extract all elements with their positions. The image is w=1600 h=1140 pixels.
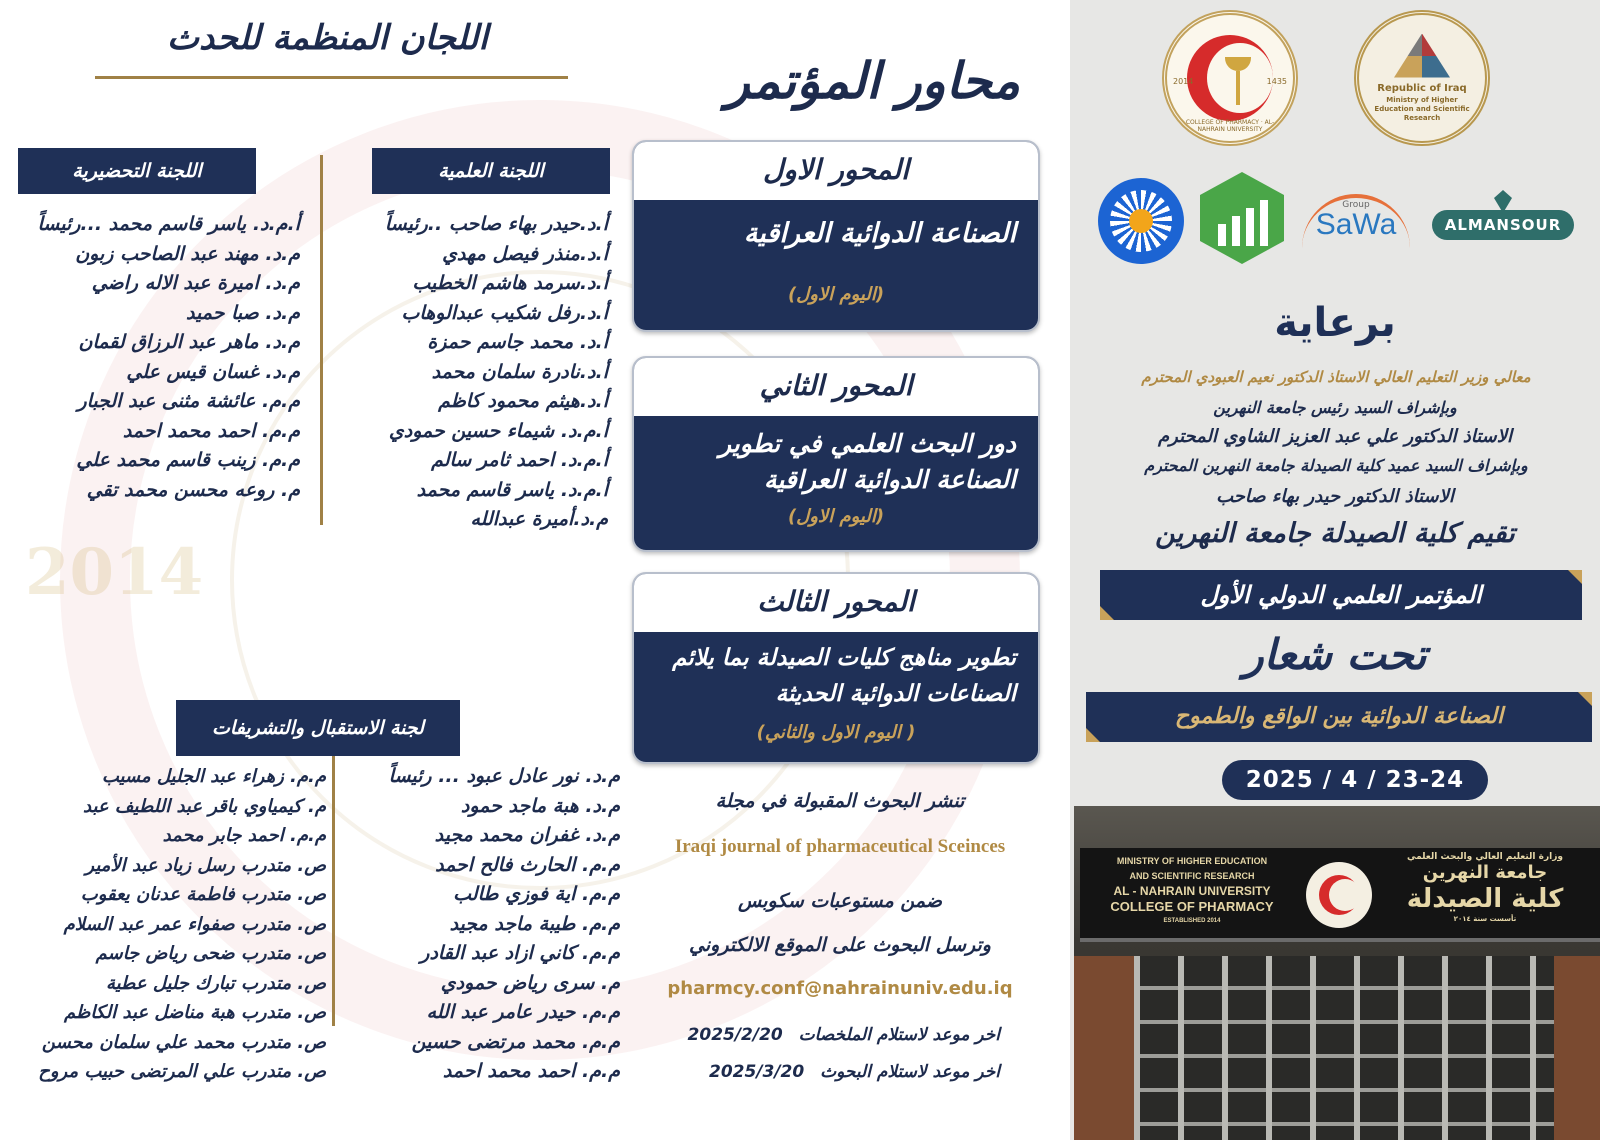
submission-email[interactable]: pharmcy.conf@nahrainuniv.edu.iq	[667, 978, 1013, 999]
axis-heading: المحور الثاني	[634, 358, 1038, 416]
organizing-title: اللجان المنظمة للحدث	[167, 18, 488, 58]
deadline-date: 2025/2/20	[687, 1025, 783, 1045]
axis-topic: الصناعة الدوائية العراقية	[743, 218, 1016, 249]
college-seal-icon	[1162, 10, 1298, 146]
conference-date: 2025 / 4 / 23-24	[1222, 760, 1488, 800]
college-year-left: 2014	[1173, 77, 1194, 86]
list-item: أ.د.حيدر بهاء صاحب ..رئيساً	[384, 213, 608, 235]
sign-ar-line: كلية الصيدلة	[1406, 884, 1564, 914]
list-item: أ.م.د. ياسر قاسم محمد ...رئيساً	[37, 213, 300, 235]
list-item: ص. متدرب فاطمة عدنان يعقوب	[80, 884, 326, 905]
list-item: أ.د. محمد جاسم حمزة	[427, 331, 608, 353]
list-item: أ.م.د. شيماء حسين حمودي	[388, 419, 608, 442]
list-item: ص. متدرب تبارك جليل عطية	[105, 972, 326, 994]
slogan-label: تحت شعار	[1243, 630, 1427, 679]
scientific-committee-list	[330, 210, 608, 535]
sign-en-line: AL - NAHRAIN UNIVERSITY	[1113, 884, 1271, 898]
deadline-label: اخر موعد لاستلام الملخصات	[798, 1025, 1000, 1045]
tab-scientific-committee: اللجنة العلمية	[372, 148, 610, 194]
list-item: أ.د.رفل شكيب عبدالوهاب	[401, 301, 608, 324]
sawa-wordmark: SaWa	[1315, 208, 1397, 241]
list-item: م.م. طيبة ماجد مجيد	[449, 912, 620, 935]
almansour-logo	[1432, 190, 1574, 250]
list-item: م.د.أميرة عبدالله	[470, 508, 608, 530]
deadline-abstracts	[660, 1025, 1000, 1045]
list-item: م.د. غسان قيس علي	[126, 360, 300, 383]
publication-line2: ضمن مستوعبات سكوبس	[738, 890, 942, 912]
list-item: أ.د.نادرة سلمان محمد	[431, 360, 608, 383]
sign-en-line: COLLEGE OF PHARMACY	[1110, 899, 1274, 914]
axis-card-3	[632, 572, 1040, 764]
list-item: م. سرى رياض حمودي	[440, 971, 620, 994]
college-sign	[1080, 848, 1600, 942]
tab-reception-committee: لجنة الاستقبال والتشريفات	[176, 700, 460, 756]
sawa-group: Group	[1342, 200, 1370, 210]
list-item: م.م. احمد محمد احمد	[442, 1060, 620, 1082]
supervision-2: وبإشراف السيد عميد كلية الصيدلة جامعة النهرين المحترم	[1144, 456, 1528, 475]
axis-day: (اليوم الاول)	[787, 284, 885, 305]
sign-ar-line: وزارة التعليم العالي والبحث العلمي	[1406, 852, 1564, 862]
publication-line1: تنشر البحوث المقبولة في مجلة	[715, 790, 965, 812]
watermark-year: 2014	[25, 535, 204, 610]
sign-en-line: MINISTRY OF HIGHER EDUCATION	[1116, 856, 1268, 866]
list-item: م.م. محمد مرتضى حسين	[411, 1030, 620, 1053]
tab-preparatory-committee: اللجنة التحضيرية	[18, 148, 256, 194]
reception-list-left	[6, 762, 326, 1087]
axis-topic: تطوير مناهج كليات الصيدلة بما يلائم الصناعات الدوائية الحديثة	[672, 645, 1016, 707]
list-item: م.د. ماهر عبد الرزاق لقمان	[78, 331, 300, 353]
list-item: م.م. الحارث فالح احمد	[435, 853, 620, 876]
list-item: م.م. زهراء عبد الجليل مسيب	[101, 766, 326, 787]
list-item: م.د. غفران محمد مجيد	[434, 824, 620, 846]
sign-en-line: AND SCIENTIFIC RESEARCH	[1129, 871, 1255, 881]
axis-day: (اليوم الاول)	[787, 506, 885, 527]
ministry-sub: Ministry of Higher Education and Scientific Research	[1374, 95, 1470, 122]
list-item: م.د. نور عادل عبود ... رئيساً	[388, 765, 620, 787]
list-item: م.م. حيدر عامر عبد الله	[426, 1001, 620, 1023]
list-item: م.د. صبا حميد	[186, 301, 300, 324]
college-year-right: 1435	[1266, 77, 1287, 86]
axis-heading: المحور الاول	[634, 142, 1038, 200]
supervision-1: وبإشراف السيد رئيس جامعة النهرين	[1213, 398, 1457, 417]
list-item: م.م. كاني ازاد عبد القادر	[420, 942, 620, 964]
conference-name-banner: المؤتمر العلمي الدولي الأول	[1100, 570, 1582, 620]
list-item: ص. متدرب علي المرتضى حبيب مروح	[38, 1061, 326, 1082]
list-item: م.م. احمد محمد احمد	[122, 419, 300, 442]
list-item: م.م. اية فوزي طالب	[453, 883, 620, 905]
deadline-label: اخر موعد لاستلام البحوث	[820, 1062, 1000, 1082]
preparatory-committee-list	[8, 210, 300, 505]
publication-line3: وترسل البحوث على الموقع الالكتروني	[689, 934, 991, 956]
list-item: م.د. اميرة عبد الاله راضي	[91, 272, 300, 294]
axis-day: ( اليوم الاول والثاني)	[756, 722, 916, 743]
deadline-papers	[660, 1062, 1000, 1082]
sunflower-icon	[1098, 178, 1184, 264]
title-divider	[95, 76, 568, 79]
supervision-2-name: الاستاذ الدكتور حيدر بهاء صاحب	[1216, 486, 1454, 507]
list-item: م. روعه محسن محمد تقي	[86, 478, 300, 501]
sawa-logo	[1302, 194, 1410, 250]
reception-list-right	[340, 762, 620, 1087]
deadline-date: 2025/3/20	[709, 1062, 805, 1082]
ministry-seal-icon	[1354, 10, 1490, 146]
list-item: م.د. هبة ماجد حمود	[460, 794, 620, 817]
patron-line: معالي وزير التعليم العالي الاستاذ الدكتور نعيم العبودي المحترم	[1141, 368, 1531, 386]
list-item: أ.م.د. ياسر قاسم محمد	[416, 478, 608, 501]
list-item: م.م. احمد جابر محمد	[162, 825, 326, 846]
almansour-wordmark: ALMANSOUR	[1432, 210, 1574, 240]
list-item: أ.م.د. احمد ثامر سالم	[431, 449, 608, 471]
sign-ar-line: جامعة النهرين	[1422, 862, 1548, 883]
list-item: م.م. عائشة مثنى عبد الجبار	[77, 390, 300, 412]
axis-heading: المحور الثالث	[634, 574, 1038, 632]
axis-card-2	[632, 356, 1040, 552]
list-item: أ.د.سرمد هاشم الخطيب	[412, 272, 608, 294]
axis-card-1	[632, 140, 1040, 332]
list-item: م. كيمياوي باقر عبد اللطيف عبد	[83, 795, 326, 817]
supervision-1-name: الاستاذ الدكتور علي عبد العزيز الشاوي المحترم	[1158, 426, 1512, 447]
college-caption: COLLEGE OF PHARMACY · AL-NAHRAIN UNIVERSITY	[1185, 119, 1275, 133]
journal-name: Iraqi journal of pharmaceutical Sceinces	[674, 836, 1006, 857]
list-item: م.د. مهند عبد الصاحب زبون	[75, 242, 300, 265]
reception-divider	[332, 756, 335, 1026]
list-item: ص. متدرب محمد علي سلمان محسن	[41, 1031, 326, 1053]
list-item: م.م. زينب قاسم محمد علي	[76, 449, 300, 471]
sign-en-established: ESTABLISHED 2014	[1163, 918, 1221, 924]
host-line: تقيم كلية الصيدلة جامعة النهرين	[1155, 518, 1515, 549]
ministry-caption: Republic of Iraq	[1377, 82, 1467, 94]
list-item: أ.د.منذر فيصل مهدي	[442, 242, 608, 265]
slogan-banner: الصناعة الدوائية بين الواقع والطموح	[1086, 692, 1592, 742]
list-item: ص. متدرب صفواء عمر عبد السلام	[63, 913, 326, 935]
list-item: ص. متدرب ضحى رياض جاسم	[95, 943, 326, 964]
axes-title: محاور المؤتمر	[725, 52, 1020, 110]
list-item: ص. متدرب رسل زياد عبد الأمير	[85, 854, 326, 876]
axis-topic: دور البحث العلمي في تطوير الصناعة الدوائية العراقية	[719, 429, 1016, 494]
committee-divider	[320, 155, 323, 525]
list-item: ص. متدرب هبة مناضل عبد الكاظم	[64, 1002, 326, 1023]
list-item: أ.د.هيثم محمود كاظم	[438, 390, 608, 412]
sign-ar-established: تأسست سنة ٢٠١٤	[1453, 915, 1517, 923]
sign-crest-icon	[1306, 862, 1372, 928]
under-patronage: برعاية	[1274, 300, 1396, 346]
